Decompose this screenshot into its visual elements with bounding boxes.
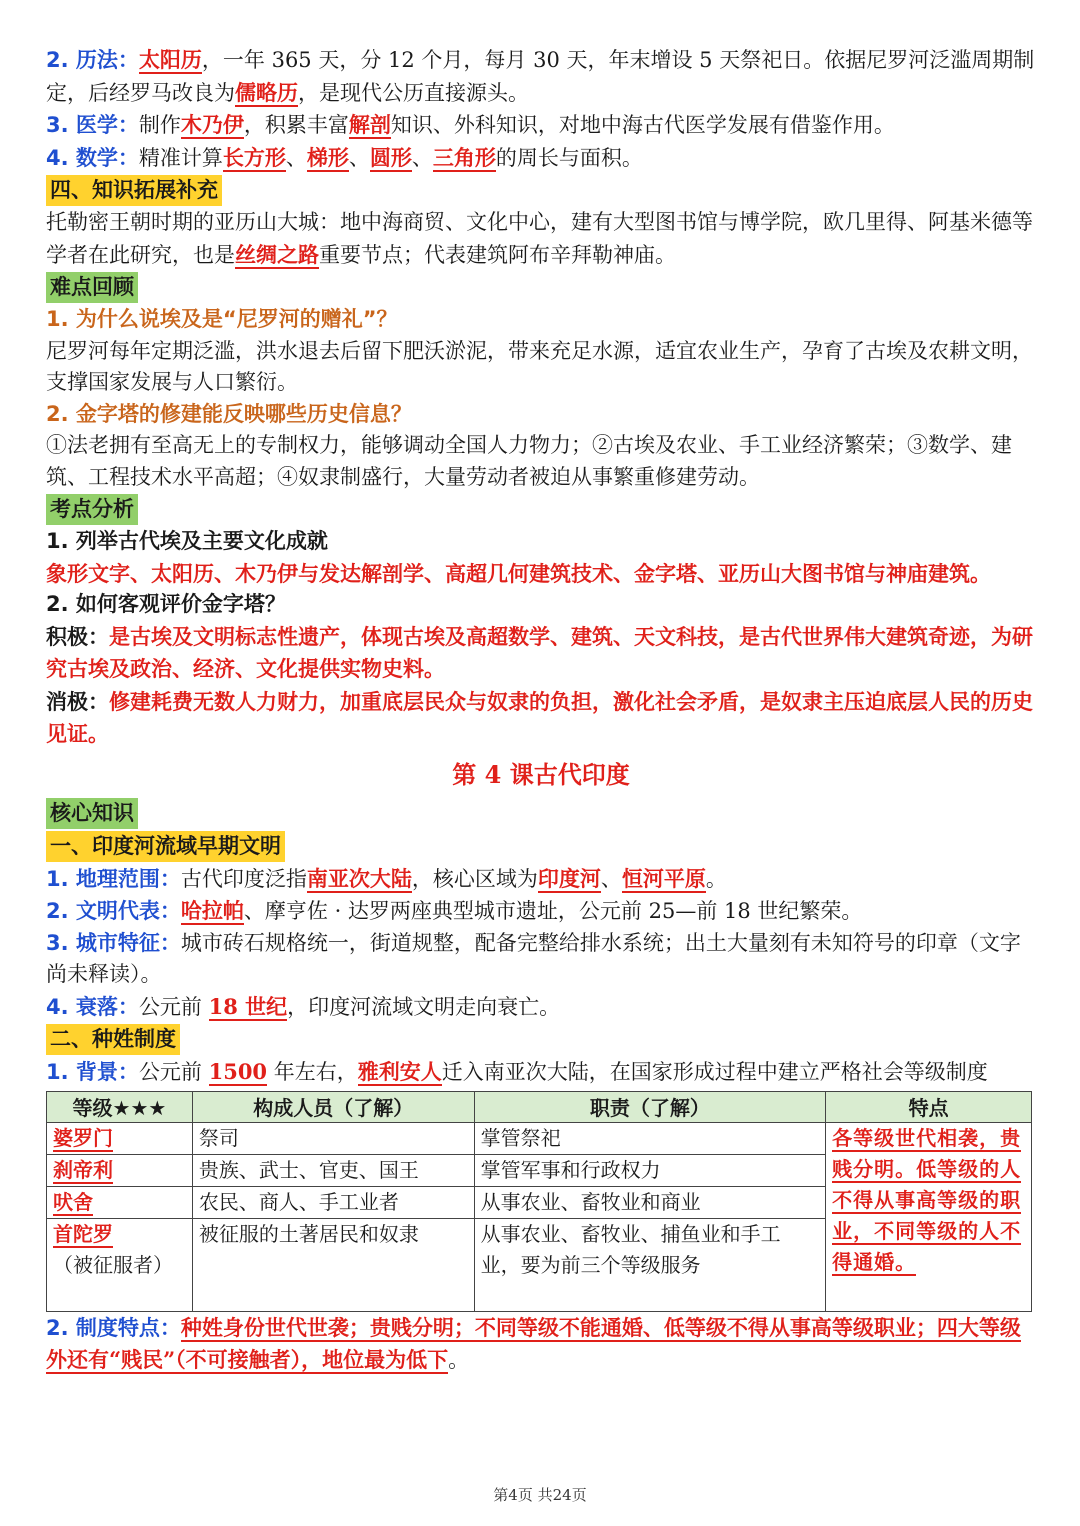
table-cell: 祭司 (192, 1122, 474, 1154)
body-text: 公元前 (138, 994, 209, 1019)
item-label: 3. 医学： (46, 113, 139, 137)
caste-level: 婆罗门 (53, 1125, 113, 1150)
feature-text: 各等级世代相袭，贵贱分明。低等级的人不得从事高等级的职业，不同等级的人不得通婚。 (832, 1125, 1022, 1274)
key-term: 太阳历 (138, 47, 202, 72)
section-header: 一、印度河流域早期文明 (46, 831, 285, 862)
body-text: ，核心区域为 (411, 866, 538, 891)
table-cell: 从事农业、畜牧业、捕鱼业和手工业，要为前三个等级服务 (474, 1218, 826, 1311)
key-term: 长方形 (222, 144, 286, 170)
question: 2. 金字塔的修建能反映哪些历史信息？ (46, 401, 412, 426)
feature-cell (826, 1122, 1032, 1311)
body-text: 知识、外科知识，对地中海古代医学发展有借鉴作用。 (390, 113, 895, 137)
body-text: 年左右， (267, 1060, 358, 1084)
body-text: 。 (705, 866, 727, 891)
answer: 尼罗河每年定期泛滥，洪水退去后留下肥沃淤泥，带来充足水源，适宜农业生产，孕育了古埃及农耕文明，支撑国家发展与人口繁衍。 (46, 338, 1033, 394)
page-footer: 第4页 共24页 (493, 1486, 587, 1504)
table-cell: 贵族、武士、官吏、国王 (192, 1154, 474, 1186)
background-paragraph (46, 1056, 1036, 1089)
item-label: 1. 地理范围： (46, 866, 181, 891)
item-label: 3. 城市特征： (46, 930, 181, 955)
answer: 象形文字、太阳历、木乃伊与发达解剖学、高超几何建筑技术、金字塔、亚历山大图书馆与神庙建筑。 (46, 560, 991, 586)
key-term: 圆形 (369, 144, 412, 170)
table-cell: 掌管祭祀 (474, 1122, 826, 1154)
key-term: 三角形 (432, 144, 496, 170)
medicine-paragraph (46, 109, 1036, 142)
item-label: 2. 制度特点： (46, 1315, 181, 1340)
answer: 修建耗费无数人力财力，加重底层民众与奴隶的负担，激化社会矛盾，是奴隶主压迫底层人民的历史见证。 (46, 688, 1033, 746)
lesson-title: 第 4 课古代印度 (452, 759, 630, 789)
item-label: 2. 文明代表： (46, 899, 181, 923)
geo-paragraph (46, 863, 1036, 896)
body-text: 精准计算 (138, 145, 223, 170)
body-text: 、 (411, 145, 433, 170)
question: 1. 为什么说埃及是“尼罗河的赠礼”？ (46, 307, 398, 331)
body-text: ，一年 365 天，分 12 个月，每月 30 天，年末增设 5 天祭祀日。依据尼罗河泛滥周期制定，后经罗马改良为 (46, 48, 1035, 105)
section-header: 四、知识拓展补充 (46, 175, 222, 206)
table-cell: 被征服的土著居民和奴隶 (192, 1218, 474, 1311)
body-text: 、 (600, 866, 622, 891)
table-header: 职责（了解） (474, 1091, 826, 1122)
answer: ①法老拥有至高无上的专制权力，能够调动全国人力物力；②古埃及农业、手工业经济繁荣；③数学、建筑、工程技术水平高超；④奴隶制盛行，大量劳动者被迫从事繁重修建劳动。 (46, 433, 1012, 489)
key-term: 种姓身份世代世袭；贵贱分明；不同等级不能通婚、低等级不得从事高等级职业；四大等级外还有“贱民”（不可接触者），地位最为低下 (46, 1314, 1021, 1372)
caste-level: 首陀罗 (53, 1221, 113, 1246)
math-paragraph (46, 142, 1036, 175)
table-header: 构成人员（了解） (192, 1091, 474, 1122)
table-cell: 掌管军事和行政权力 (474, 1154, 826, 1186)
caste-level: 刹帝利 (53, 1157, 113, 1182)
section-header: 难点回顾 (46, 272, 138, 303)
system-paragraph (46, 1312, 1036, 1377)
item-label: 4. 衰落： (46, 994, 139, 1019)
body-text: 制作 (138, 113, 181, 137)
body-text: 托勒密王朝时期的亚历山大城：地中海商贸、文化中心，建有大型图书馆与博学院，欧几里得、阿基米德等学者在此研究，也是 (46, 210, 1033, 267)
key-term: 梯形 (306, 144, 349, 170)
caste-table (46, 1091, 1032, 1312)
key-term: 印度河 (537, 865, 601, 891)
body-text: ，印度河流域文明走向衰亡。 (287, 994, 561, 1019)
key-term: 南亚次大陆 (306, 865, 412, 891)
item-label: 1. 背景： (46, 1060, 139, 1084)
item-label: 2. 历法： (46, 48, 139, 72)
table-cell: 从事农业、畜牧业和商业 (474, 1186, 826, 1218)
key-term: 恒河平原 (621, 865, 706, 891)
calendar-paragraph (46, 44, 1036, 109)
key-term: 木乃伊 (180, 112, 244, 137)
section-header: 考点分析 (46, 494, 138, 525)
body-text: 迁入南亚次大陆，在国家形成过程中建立严格社会等级制度 (441, 1060, 988, 1084)
body-text: 、 (348, 145, 370, 170)
body-text: 。 (448, 1348, 470, 1372)
caste-level: 吠舍 (53, 1189, 93, 1214)
question: 1. 列举古代埃及主要文化成就 (46, 529, 328, 553)
positive-evaluation (46, 621, 1036, 686)
section-header: 二、种姓制度 (46, 1024, 180, 1055)
item-label: 积极： (46, 624, 109, 649)
decline-paragraph (46, 991, 1036, 1024)
caste-note: （被征服者） (53, 1252, 173, 1277)
body-text: 古代印度泛指 (180, 866, 307, 891)
key-term: 哈拉帕 (180, 898, 244, 923)
key-term: 18 世纪 (208, 993, 288, 1019)
table-header-row (47, 1091, 1032, 1122)
body-text: 公元前 (138, 1060, 209, 1084)
key-term: 1500 (208, 1059, 268, 1084)
negative-evaluation (46, 686, 1036, 751)
table-row (47, 1122, 1032, 1154)
key-term: 解剖 (348, 112, 391, 137)
civ-paragraph (46, 895, 1036, 928)
key-term: 儒略历 (235, 79, 298, 105)
item-label: 消极： (46, 689, 109, 714)
body-text: 城市砖石规格统一，街道规整，配备完整给排水系统；出土大量刻有未知符号的印章（文字尚未释读）。 (46, 930, 1021, 986)
body-text: ，积累丰富 (243, 113, 349, 137)
key-term: 丝绸之路 (235, 241, 319, 267)
page-content (46, 44, 1036, 1377)
item-label: 4. 数学： (46, 145, 139, 170)
question: 2. 如何客观评价金字塔？ (46, 592, 286, 616)
answer: 是古埃及文明标志性遗产，体现古埃及高超数学、建筑、天文科技，是古代世界伟大建筑奇迹，为研究古埃及政治、经济、文化提供实物史料。 (46, 623, 1033, 681)
body-text: 的周长与面积。 (495, 145, 643, 170)
key-term: 雅利安人 (357, 1059, 442, 1084)
extension-paragraph (46, 207, 1036, 271)
table-header: 特点 (826, 1091, 1032, 1122)
city-paragraph (46, 928, 1036, 991)
section-header: 核心知识 (46, 798, 138, 829)
body-text: 、摩亨佐 · 达罗两座典型城市遗址，公元前 25—前 18 世纪繁荣。 (243, 899, 863, 923)
body-text: 重要节点；代表建筑阿布辛拜勒神庙。 (319, 242, 676, 267)
table-header: 等级★★★ (47, 1091, 193, 1122)
body-text: ，是现代公历直接源头。 (298, 80, 529, 105)
body-text: 、 (285, 145, 307, 170)
table-cell: 农民、商人、手工业者 (192, 1186, 474, 1218)
